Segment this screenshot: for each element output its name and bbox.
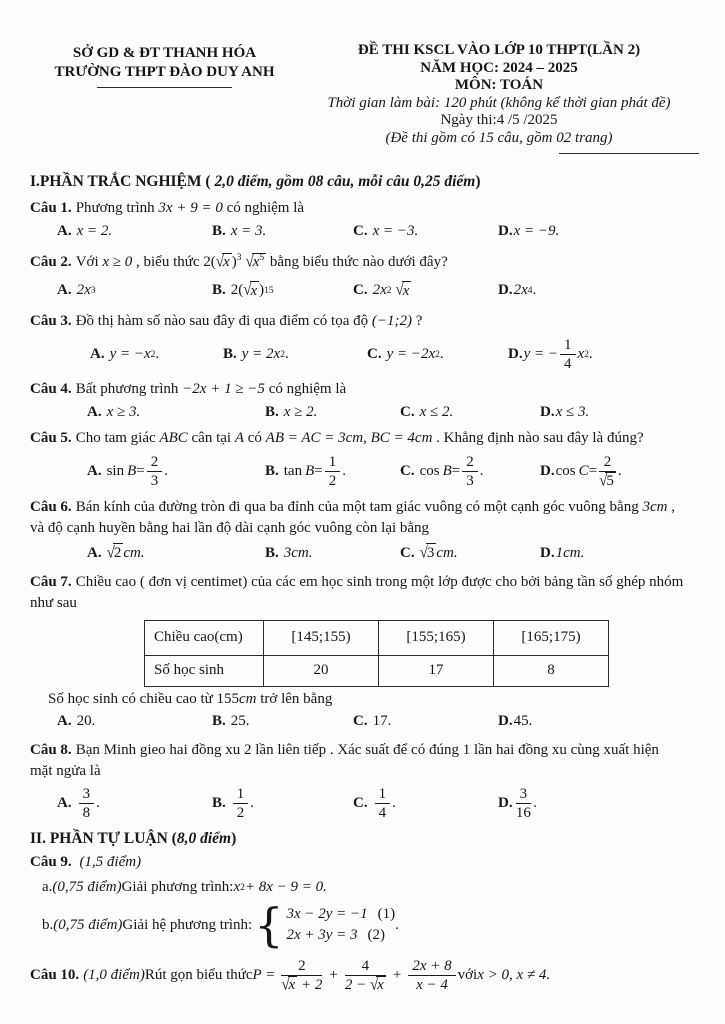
question-7-stem: Câu 7. Chiều cao ( đơn vị centimet) của các em học sinh trong một lớp được cho bởi bảng tần số ghép nhóm xyxy=(30,573,684,590)
fraction: $\frac{2x + 8}{x - 4}$ xyxy=(408,958,455,993)
option-a: A. sin B = $\frac{2}{3}$ . xyxy=(87,454,168,490)
left-divider xyxy=(97,87,232,88)
option-d: D. y = − $\frac{1}{4}$ x 2 . xyxy=(508,337,593,373)
question-1 xyxy=(30,198,699,242)
option-c: C. y = −2x 2 . xyxy=(367,346,444,363)
question-4 xyxy=(30,379,699,423)
question-1-stem: Câu 1. Phương trình 3x + 9 = 0 có nghiệm là xyxy=(30,200,305,217)
table-header-cell: Chiều cao(cm) xyxy=(145,620,264,655)
page-count-note: (Đề thi gồm có 15 câu, gồm 02 trang) xyxy=(385,129,613,146)
radical-icon: √ xyxy=(419,544,428,562)
option-c: C. $\frac{1}{4}$ . xyxy=(353,785,396,822)
option-b: B. 2( √ x ) 15 xyxy=(212,281,353,302)
fraction: $\frac{2}{3}$ xyxy=(462,454,478,489)
question-6 xyxy=(30,497,699,564)
fraction: $\frac{1}{2}$ xyxy=(325,454,341,489)
section-2-title: II. PHẦN TỰ LUẬN (8,0 điểm) xyxy=(30,830,237,848)
fraction: $\frac{2}{√x + 2}$ xyxy=(281,957,323,994)
option-a: A. 2x 3 xyxy=(57,282,96,299)
option-a: A. x ≥ 3. xyxy=(87,403,141,420)
option-c: C. 2x 2 √ x xyxy=(353,281,498,302)
radical-icon: √ xyxy=(599,472,608,490)
subject: MÔN: TOÁN xyxy=(454,77,544,93)
question-3-stem: Câu 3. Đồ thị hàm số nào sau đây đi qua điểm có tọa độ (−1;2) ? xyxy=(30,313,423,330)
table-cell: 8 xyxy=(494,655,609,686)
option-d: D. cos C = $\frac{2}{√5}$ . xyxy=(540,454,622,490)
question-6-stem-line2: và độ cạnh huyền bằng hai lần độ dài cạnh góc vuông còn lại bằng xyxy=(30,520,430,537)
question-7-stem-line2: như sau xyxy=(30,594,77,611)
question-6-options xyxy=(30,543,699,564)
question-5-options xyxy=(30,454,699,489)
radical-icon: √ xyxy=(245,252,254,271)
radical-icon: √ xyxy=(215,252,225,271)
question-2 xyxy=(30,252,699,302)
option-a: A. y = −x 2 . xyxy=(90,346,160,363)
option-a: A. x = 2. xyxy=(57,223,113,240)
fraction: $\frac{4}{2 - √x}$ xyxy=(344,957,384,994)
option-a: A. $\frac{3}{8}$ . xyxy=(57,785,100,822)
radical-icon: √ xyxy=(243,281,252,299)
exam-date: Ngày thi:4 /5 /2025 xyxy=(440,112,558,128)
option-d: D. 45. xyxy=(498,713,533,730)
option-d: D. x ≤ 3. xyxy=(540,403,590,420)
question-9-label: Câu 9. (1,5 điểm) xyxy=(30,854,142,871)
question-5-stem: Câu 5. Cho tam giác ABC cân tại A có AB = AC = 3cm, BC = 4cm . Khẳng định nào sau đây là đúng? xyxy=(30,430,644,447)
option-c: C. x = −3. xyxy=(353,223,419,240)
table-header-cell: [155;165) xyxy=(379,620,494,655)
option-b: B. 25. xyxy=(212,713,250,730)
question-5 xyxy=(30,428,699,489)
option-b: B. tan B = $\frac{1}{2}$ . xyxy=(265,454,346,490)
option-b: B. x ≥ 2. xyxy=(265,403,318,420)
question-10: Câu 10. (1,0 điểm) Rút gọn biểu thức P = $\frac{2}{√x + 2}$ + $\frac{4}{2 - √x}$ + $\frac{2x + 8}{x - 4}$ với x > 0, x ≠ 4. xyxy=(30,957,551,994)
fraction: $\frac{2}{√5}$ xyxy=(599,454,614,490)
question-7-options xyxy=(30,712,699,732)
question-4-stem: Câu 4. Bất phương trình −2x + 1 ≥ −5 có nghiệm là xyxy=(30,380,347,397)
fraction: $\frac{1}{2}$ xyxy=(233,786,249,821)
question-1-options xyxy=(30,222,699,242)
fraction: $\frac{3}{16}$ xyxy=(515,785,531,822)
radical-icon: √ xyxy=(281,976,290,994)
question-2-options xyxy=(30,281,699,302)
department-name: SỞ GD & ĐT THANH HÓA xyxy=(72,45,257,61)
option-d: D. 1cm. xyxy=(540,544,585,561)
right-divider xyxy=(559,153,699,154)
fraction: $\frac{2}{3}$ xyxy=(147,454,163,489)
table-header-cell: [145;155) xyxy=(264,620,379,655)
fraction: $\frac{1}{4}$ xyxy=(560,337,576,372)
radical-icon: √ xyxy=(369,976,379,994)
question-4-options xyxy=(30,403,699,423)
option-b: B. x = 3. xyxy=(212,223,267,240)
option-c: C. √ 3 cm. xyxy=(400,543,540,564)
option-d: D. $\frac{3}{16}$ . xyxy=(498,785,537,822)
school-name: TRƯỜNG THPT ĐÀO DUY ANH xyxy=(54,64,275,80)
question-9a: a. (0,75 điểm) Giải phương trình: x 2 + 8x − 9 = 0. xyxy=(42,879,327,896)
question-7-caption: Số học sinh có chiều cao từ 155cm trở lên bằng xyxy=(48,690,333,707)
table-row-label: Số học sinh xyxy=(145,655,264,686)
question-2-stem: Câu 2. Với x ≥ 0 , biểu thức 2(√x )$^3$ $√x^5$ bằng biểu thức nào dưới đây? xyxy=(30,252,699,273)
option-c: C. x ≤ 2. xyxy=(400,403,454,420)
fraction: $\frac{3}{8}$ xyxy=(79,786,95,821)
issuer-block xyxy=(30,42,299,154)
question-3 xyxy=(30,311,699,372)
school-year: NĂM HỌC: 2024 – 2025 xyxy=(420,59,578,76)
option-b: B. 3cm. xyxy=(265,544,313,561)
option-d: D. 2x 4 . xyxy=(498,282,537,299)
option-c: C. 17. xyxy=(353,713,392,730)
option-b: B. $\frac{1}{2}$ . xyxy=(212,785,255,822)
table-header-row xyxy=(145,620,609,655)
radical-icon: √ xyxy=(395,281,404,299)
question-8 xyxy=(30,740,699,821)
brace-icon: { xyxy=(254,897,284,952)
question-6-stem: Câu 6. Bán kính của đường tròn đi qua ba đỉnh của một tam giác vuông có một cạnh góc vuông bằng 3cm , xyxy=(30,499,675,516)
question-8-stem-line2: mặt ngửa là xyxy=(30,762,101,779)
question-7 xyxy=(30,572,699,732)
option-a: A. √ 2 cm. xyxy=(87,543,265,564)
table-cell: 20 xyxy=(264,655,379,686)
question-8-stem: Câu 8. Bạn Minh gieo hai đồng xu 2 lần liên tiếp . Xác suất để có đúng 1 lần hai đồng xu cùng xuất hiện xyxy=(30,741,659,758)
equation-system: { 3x − 2y = −1 (1) 2x + 3y = 3 (2) xyxy=(254,897,396,952)
frequency-table xyxy=(144,620,609,687)
question-3-options xyxy=(30,337,699,372)
duration-note: Thời gian làm bài: 120 phút (không kể thời gian phát đề) xyxy=(327,94,671,111)
fraction: $\frac{1}{4}$ xyxy=(375,786,391,821)
exam-title: ĐỀ THI KSCL VÀO LỚP 10 THPT(LẦN 2) xyxy=(357,42,641,58)
option-a: A. 20. xyxy=(57,713,96,730)
table-cell: 17 xyxy=(379,655,494,686)
table-data-row xyxy=(145,655,609,686)
question-9 xyxy=(30,852,699,952)
table-header-cell: [165;175) xyxy=(494,620,609,655)
question-8-options xyxy=(30,786,699,821)
option-d: D. x = −9. xyxy=(498,223,560,240)
exam-header xyxy=(30,42,699,154)
option-c: C. cos B = $\frac{2}{3}$ . xyxy=(400,454,484,490)
radical-icon: √ xyxy=(106,544,115,562)
question-9b: b. (0,75 điểm) Giải hệ phương trình: { 3x − 2y = −1 (1) 2x + 3y = 3 (2) . xyxy=(42,897,399,952)
section-1-title: I.PHẦN TRẮC NGHIỆM ( 2,0 điểm, gồm 08 câu, mỗi câu 0,25 điểm) xyxy=(30,173,481,190)
option-b: B. y = 2x 2 . xyxy=(223,346,289,363)
exam-title-block xyxy=(299,42,699,154)
